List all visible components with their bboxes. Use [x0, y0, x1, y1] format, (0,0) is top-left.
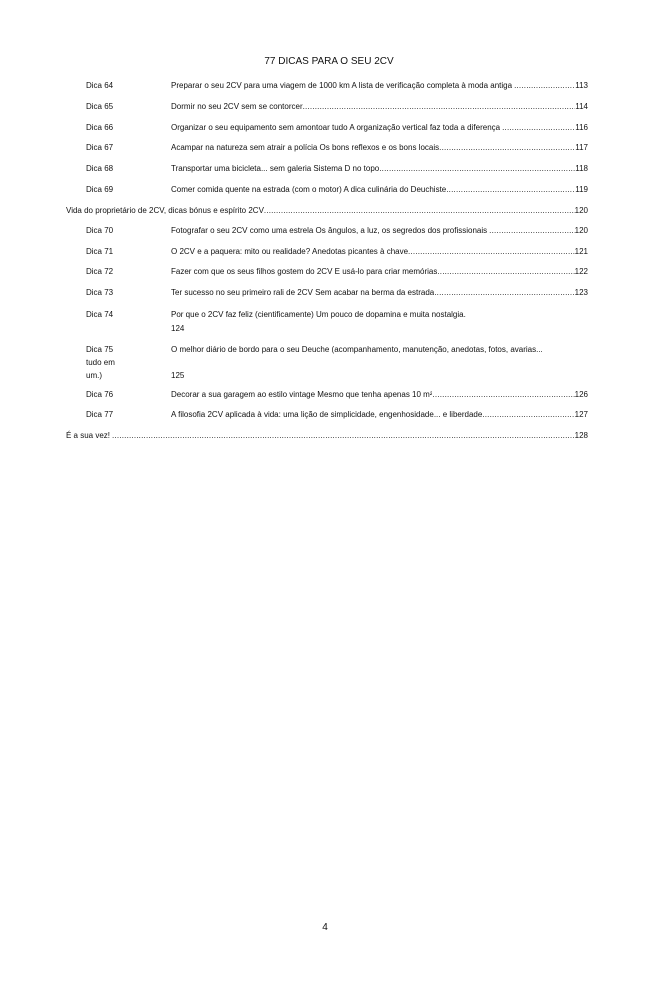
entry-page-number: 127 [574, 410, 588, 419]
entry-label: Dica 71 [86, 247, 114, 256]
toc-entry-dica-76[interactable] [86, 389, 588, 401]
dot-leader [500, 122, 575, 134]
toc-entry-dica-70[interactable] [86, 225, 588, 237]
entry-label-continuation: um.) [86, 371, 102, 380]
entry-title: Por que o 2CV faz feliz (cientificamente) Um pouco de dopamina e muita nostalgia. [171, 310, 466, 319]
entry-label: Dica 64 [86, 81, 114, 90]
entry-page-number: 120 [574, 206, 588, 215]
entry-title: Dormir no seu 2CV sem se contorcer [171, 102, 303, 111]
entry-page-number: 123 [574, 288, 588, 297]
dot-leader [487, 225, 574, 237]
entry-page-number: 117 [575, 143, 588, 152]
dot-leader [437, 266, 574, 278]
entry-label: Dica 65 [86, 102, 114, 111]
entry-label: Dica 73 [86, 288, 114, 297]
toc-entry-dica-75[interactable] [86, 343, 596, 382]
toc-entry-dica-73[interactable] [86, 287, 588, 299]
dot-leader [379, 163, 575, 175]
entry-label: Dica 67 [86, 143, 114, 152]
entry-title: Acampar na natureza sem atrair a polícia Os bons reflexos e os bons locais [171, 143, 440, 152]
toc-entry-dica-74[interactable] [86, 308, 596, 336]
entry-title: Fazer com que os seus filhos gostem do 2CV E usá-lo para criar memórias [171, 267, 438, 276]
dot-leader [408, 246, 575, 258]
entry-page-number: 128 [574, 431, 588, 440]
entry-title: A filosofia 2CV aplicada à vida: uma lição de simplicidade, engenhosidade... e liberdade [171, 410, 483, 419]
toc-entry-dica-77[interactable] [86, 409, 588, 421]
entry-label-column [86, 343, 171, 382]
section-title: Vida do proprietário de 2CV, dicas bónus e espírito 2CV [66, 206, 264, 215]
section-title: É a sua vez! [66, 431, 111, 440]
toc-entry-dica-71[interactable] [86, 246, 588, 258]
entry-label: Dica 72 [86, 267, 114, 276]
toc-entry-dica-67[interactable] [86, 142, 588, 154]
entry-page-number: 116 [575, 123, 588, 132]
dot-leader [110, 430, 575, 442]
entry-title: Decorar a sua garagem ao estilo vintage Mesmo que tenha apenas 10 m² [171, 390, 433, 399]
entry-page-number: 119 [575, 185, 588, 194]
entry-body [171, 343, 596, 382]
entry-title: Comer comida quente na estrada (com o motor) A dica culinária do Deuchiste [171, 185, 447, 194]
entry-label-continuation: tudo em [86, 358, 115, 367]
entry-label: Dica 70 [86, 226, 114, 235]
page-header-title: 77 DICAS PARA O SEU 2CV [264, 56, 394, 67]
entry-title: Fotografar o seu 2CV como uma estrela Os ângulos, a luz, os segredos dos profissionais [171, 226, 488, 235]
toc-entry-dica-65[interactable] [86, 101, 588, 113]
toc-entry-dica-68[interactable] [86, 163, 588, 175]
toc-entry-dica-69[interactable] [86, 184, 588, 196]
toc-entry-dica-66[interactable] [86, 122, 588, 134]
entry-label: Dica 77 [86, 410, 114, 419]
entry-page-number: 118 [575, 164, 588, 173]
entry-page-number: 126 [574, 390, 588, 399]
entry-page-number: 122 [574, 267, 588, 276]
entry-label: Dica 74 [86, 310, 114, 319]
entry-page-number: 125 [171, 371, 185, 380]
entry-label: Dica 69 [86, 185, 114, 194]
entry-title: Transportar uma bicicleta... sem galeria Sistema D no topo [171, 164, 380, 173]
entry-label: Dica 66 [86, 123, 114, 132]
dot-leader [432, 389, 574, 401]
entry-label-column [86, 308, 171, 336]
dot-leader [512, 80, 575, 92]
entry-page-number: 113 [575, 81, 588, 90]
entry-title: Ter sucesso no seu primeiro rali de 2CV Sem acabar na berma da estrada [171, 288, 435, 297]
dot-leader [303, 101, 576, 113]
entry-page-number: 121 [574, 247, 588, 256]
entry-page-number: 120 [574, 226, 588, 235]
entry-title: O 2CV e a paquera: mito ou realidade? Anedotas picantes à chave [171, 247, 409, 256]
page-number: 4 [322, 922, 328, 933]
entry-label: Dica 75 [86, 345, 114, 354]
entry-page-number: 124 [171, 324, 185, 333]
toc-section-e-a-sua-vez[interactable] [66, 430, 588, 442]
entry-label: Dica 76 [86, 390, 114, 399]
entry-body [171, 308, 596, 336]
dot-leader [446, 184, 575, 196]
entry-label: Dica 68 [86, 164, 114, 173]
entry-page-number: 114 [575, 102, 588, 111]
toc-entry-dica-64[interactable] [86, 80, 588, 92]
toc-entry-dica-72[interactable] [86, 266, 588, 278]
dot-leader [264, 205, 575, 217]
toc-section-vida-do-proprietario[interactable] [66, 205, 588, 217]
dot-leader [434, 287, 574, 299]
entry-title: Organizar o seu equipamento sem amontoar tudo A organização vertical faz toda a diferença [171, 123, 501, 132]
entry-title: O melhor diário de bordo para o seu Deuche (acompanhamento, manutenção, anedotas, fotos, avarias... [171, 345, 543, 354]
dot-leader [439, 142, 575, 154]
entry-title: Preparar o seu 2CV para uma viagem de 1000 km A lista de verificação completa à moda antiga [171, 81, 513, 90]
dot-leader [482, 409, 574, 421]
